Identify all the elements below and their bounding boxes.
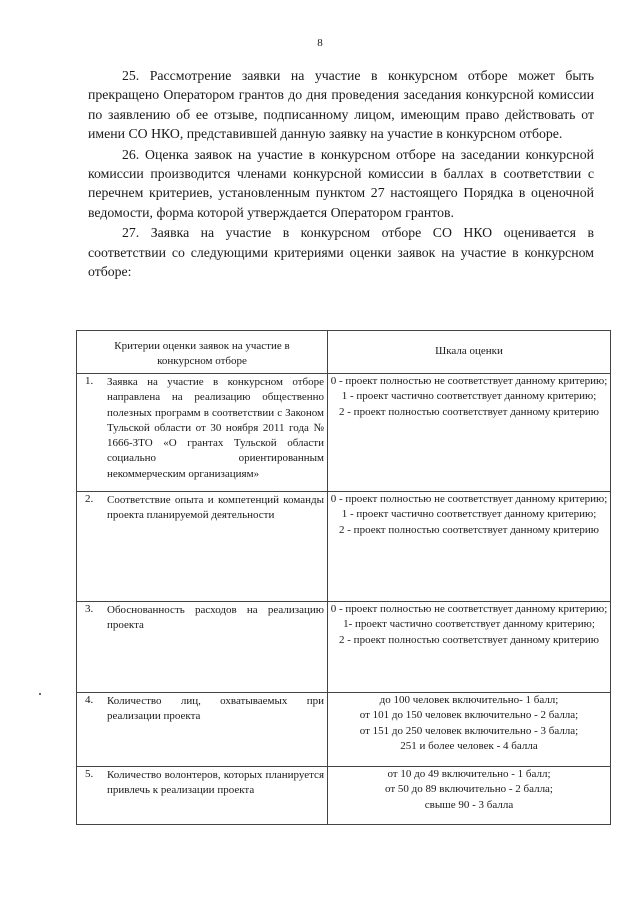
criterion-number: 3. — [85, 603, 94, 615]
criterion-cell — [77, 492, 328, 602]
criterion-cell — [77, 602, 328, 693]
table-header-row — [77, 331, 611, 374]
scale-line: 0 - проект полностью не соответствует данному критерию; — [330, 603, 608, 615]
criterion-text: Количество волонтеров, которых планируется привлечь к реализации проекта — [107, 769, 324, 797]
scale-line: 1- проект частично соответствует данному критерию; — [343, 618, 595, 631]
scale-line: от 101 до 150 человек включительно - 2 балла; — [359, 709, 579, 722]
table-row — [77, 767, 611, 825]
criterion-number: 5. — [85, 768, 94, 780]
scale-line: 2 - проект полностью соответствует данному критерию — [339, 523, 599, 536]
table-row — [77, 492, 611, 602]
criterion-number: 2. — [85, 493, 94, 505]
scale-line: от 151 до 250 человек включительно - 3 балла; — [359, 724, 579, 737]
scale-line: от 10 до 49 включительно - 1 балл; — [387, 768, 551, 780]
header-scale: Шкала оценки — [328, 331, 611, 374]
paragraph-26: 26. Оценка заявок на участие в конкурсном отборе на заседании конкурсной комиссии производится членами конкурсной комиссии в баллах в соответствии с перечнем критериев, установленным пунктом 27 настоящего Порядка в оценочной ведомости, форма которой утверждается Оператором грантов. — [88, 146, 594, 220]
criterion-number: 4. — [85, 694, 94, 706]
scan-mark — [39, 693, 41, 695]
paragraph-27: 27. Заявка на участие в конкурсном отборе СО НКО оценивается в соответствии со следующими критериями оценки заявок на участие в конкурсном отборе: — [88, 225, 594, 280]
scale-line: 1 - проект частично соответствует данному критерию; — [341, 390, 597, 403]
scale-line: до 100 человек включительно- 1 балл; — [379, 694, 559, 706]
table-row — [77, 602, 611, 693]
scale-line: свыше 90 - 3 балла — [424, 798, 514, 811]
scale-line: от 50 до 89 включительно - 2 балла; — [385, 783, 553, 796]
criterion-text: Обоснованность расходов на реализацию проекта — [107, 604, 324, 632]
table-row — [77, 374, 611, 492]
scale-cell — [328, 374, 611, 492]
table-row — [77, 693, 611, 767]
criterion-number: 1. — [85, 375, 94, 387]
scale-cell — [328, 492, 611, 602]
scale-line: 2 - проект полностью соответствует данному критерию — [339, 405, 599, 418]
scale-line: 0 - проект полностью не соответствует данному критерию; — [330, 493, 608, 505]
scale-line: 1 - проект частично соответствует данному критерию; — [341, 508, 597, 521]
header-criteria: Критерии оценки заявок на участие в конкурсном отборе — [77, 331, 328, 374]
paragraph-25: 25. Рассмотрение заявки на участие в конкурсном отборе может быть прекращено Оператором грантов до дня проведения заседания конкурсной комиссии по заявлению об ее отзыве, подписанному лицом, имеющим право действовать от имени СО НКО, представившей данную заявку на участие в конкурсном отборе. — [88, 68, 594, 142]
body-text — [88, 66, 594, 281]
criterion-cell — [77, 374, 328, 492]
scale-cell — [328, 602, 611, 693]
criterion-text: Заявка на участие в конкурсном отборе направлена на реализацию общественно полезных программ в соответствии с Законом Тульской области от 30 ноября 2011 года № 1666-ЗТО «О грантах Тульской области социально ориентированным некоммерческим организациям» — [107, 376, 324, 480]
criterion-cell — [77, 767, 328, 825]
scale-line: 0 - проект полностью не соответствует данному критерию; — [330, 375, 608, 387]
criterion-text: Количество лиц, охватываемых при реализации проекта — [107, 695, 324, 723]
criteria-table — [76, 330, 611, 825]
criterion-text: Соответствие опыта и компетенций команды проекта планируемой деятельности — [107, 494, 324, 522]
page-number: 8 — [317, 37, 323, 49]
criterion-cell — [77, 693, 328, 767]
scale-cell — [328, 693, 611, 767]
scale-cell — [328, 767, 611, 825]
scale-line: 251 и более человек - 4 балла — [400, 739, 538, 752]
scale-line: 2 - проект полностью соответствует данному критерию — [339, 633, 599, 646]
